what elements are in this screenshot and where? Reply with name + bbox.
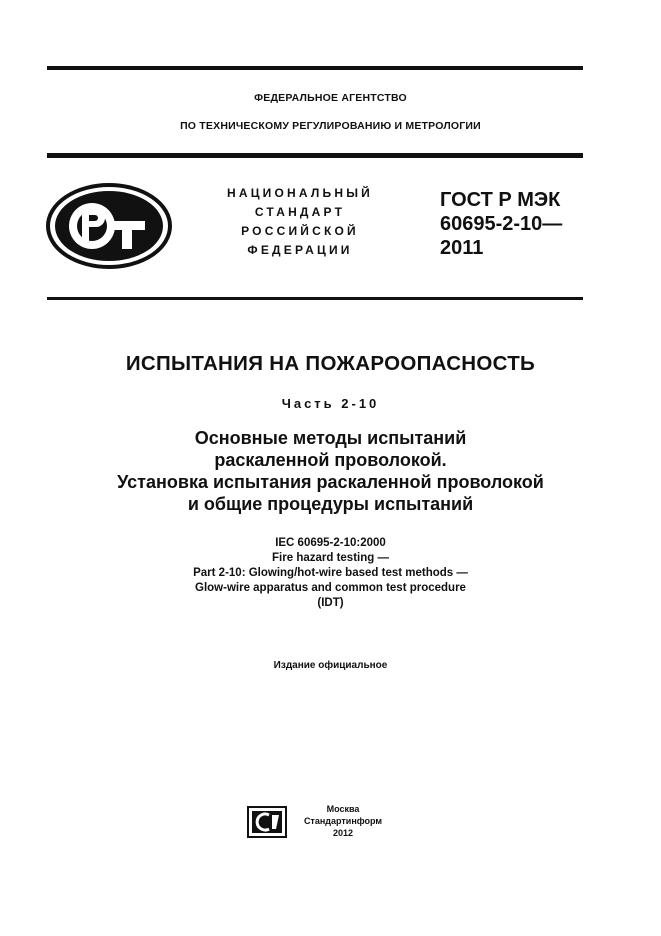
designation-line: 2011 xyxy=(440,237,484,259)
national-line: ФЕДЕРАЦИИ xyxy=(247,243,353,257)
subtitle-line: и общие процедуры испытаний xyxy=(187,494,474,514)
document-title: ИСПЫТАНИЯ НА ПОЖАРООПАСНОСТЬ xyxy=(125,352,536,375)
national-line: СТАНДАРТ xyxy=(254,205,346,219)
iec-line: (IDT) xyxy=(317,597,344,609)
agency-line-1: ФЕДЕРАЛЬНОЕ АГЕНТСТВО xyxy=(254,92,407,104)
gost-r-logo-icon xyxy=(46,183,172,269)
publisher-city: Москва xyxy=(326,804,360,814)
official-edition-label: Издание официальное xyxy=(273,660,388,671)
publisher-info xyxy=(303,803,383,839)
iec-line: Fire hazard testing — xyxy=(272,552,389,564)
iec-line: IEC 60695-2-10:2000 xyxy=(275,537,386,549)
subtitle-line: Основные методы испытаний xyxy=(194,428,467,448)
block-rule xyxy=(47,297,583,300)
top-rule xyxy=(47,66,583,70)
subtitle-line: Установка испытания раскаленной проволокой xyxy=(117,472,544,492)
standartinform-logo-icon xyxy=(247,806,287,838)
header-rule xyxy=(47,153,583,158)
iec-line: Part 2-10: Glowing/hot-wire based test methods — xyxy=(193,567,468,579)
subtitle-line: раскаленной проволокой. xyxy=(214,450,447,470)
publication-year: 2012 xyxy=(332,828,354,838)
publisher-name: Стандартинформ xyxy=(303,816,383,826)
document-subtitle xyxy=(0,427,661,515)
iec-reference xyxy=(0,536,661,611)
agency-line-2: ПО ТЕХНИЧЕСКОМУ РЕГУЛИРОВАНИЮ И МЕТРОЛОГИИ xyxy=(180,120,481,132)
national-line: НАЦИОНАЛЬНЫЙ xyxy=(226,186,374,200)
iec-line: Glow-wire apparatus and common test procedure xyxy=(195,582,466,594)
national-line: РОССИЙСКОЙ xyxy=(241,224,359,238)
national-standard-label xyxy=(205,184,395,260)
designation-line: 60695-2-10— xyxy=(440,213,563,235)
designation-line: ГОСТ Р МЭК xyxy=(440,189,561,211)
standard-designation xyxy=(440,188,562,260)
part-number: Часть 2-10 xyxy=(281,396,380,411)
